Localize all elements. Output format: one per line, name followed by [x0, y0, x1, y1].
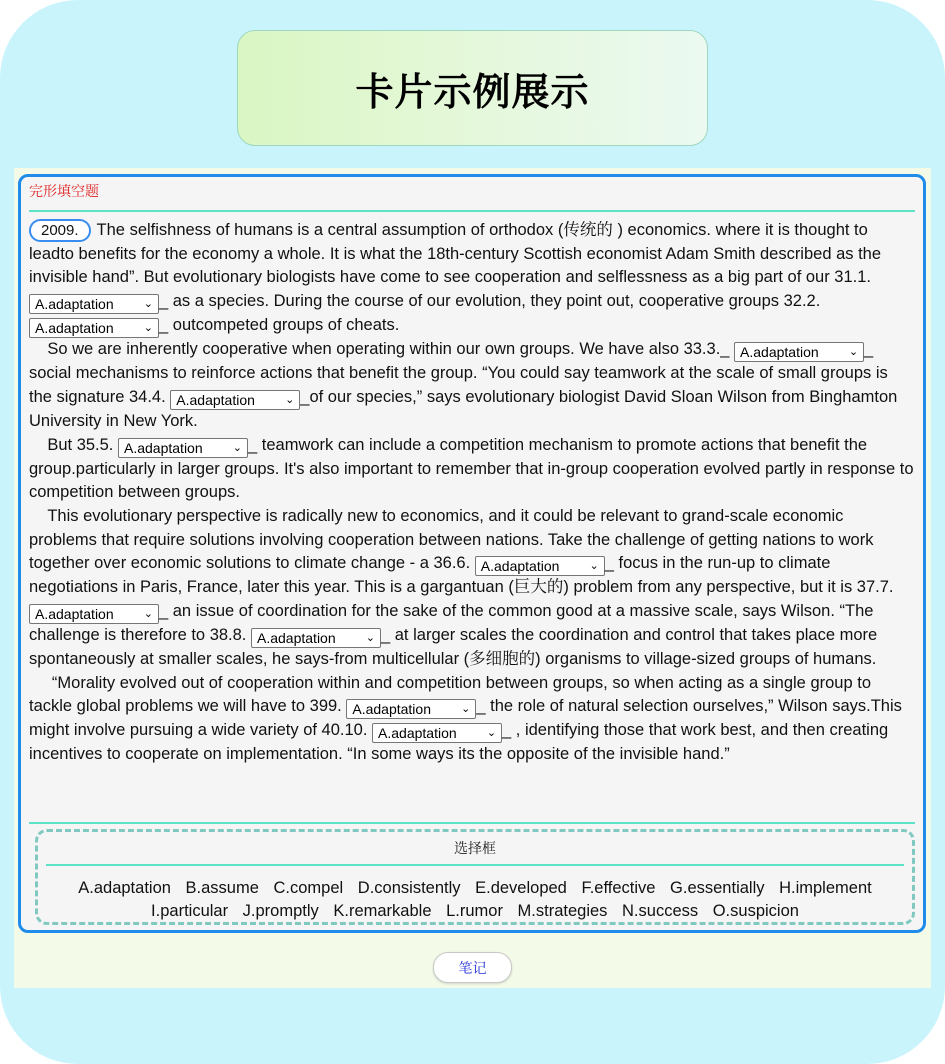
choice-list [46, 877, 904, 923]
choice-option: B.assume [185, 879, 259, 897]
choice-option: M.strategies [517, 902, 608, 920]
chevron-down-icon: ⌄ [143, 322, 153, 335]
paragraph-3: But 35.5. A.adaptation ⌄ _ teamwork can include a competition mechanism to promote actions that benefit the group.particularly in larger groups. It's also important to remember that in-group cooperation evolved partly in response to competition between groups. [29, 435, 914, 502]
chevron-down-icon: ⌄ [232, 441, 242, 454]
choice-box [35, 829, 915, 925]
blank-select-33[interactable]: A.adaptation ⌄ [734, 342, 864, 362]
choice-option: N.success [622, 902, 699, 920]
blank-select-31[interactable]: A.adaptation ⌄ [29, 294, 159, 314]
divider [29, 822, 915, 824]
choice-option: F.effective [581, 879, 656, 897]
choice-option: H.implement [779, 879, 872, 897]
choice-option: L.rumor [446, 902, 503, 920]
chevron-down-icon: ⌄ [285, 393, 295, 406]
page-title: 卡片示例展示 [355, 69, 590, 114]
chevron-down-icon: ⌄ [461, 703, 471, 716]
choice-option: I.particular [151, 902, 229, 920]
paragraph-2: So we are inherently cooperative when operating within our own groups. We have also 33.3._ A.adaptation ⌄ _ social mechanisms to reinforce actions that benefit the group. “You could say teamwork at the scale of small groups is the signature 34.4. A.adaptation ⌄ _of our species,” says evolutionary biologist David Sloan Wilson from Binghamton University in New York. [29, 340, 898, 430]
chevron-down-icon: ⌄ [848, 346, 859, 359]
blank-select-34[interactable]: A.adaptation ⌄ [170, 390, 300, 410]
choice-option: A.adaptation [78, 879, 171, 897]
blank-select-39[interactable]: A.adaptation ⌄ [346, 699, 476, 719]
title-banner [237, 30, 708, 146]
paragraph-4: This evolutionary perspective is radically new to economics, and it could be relevant to grand-scale economic problems that require solutions involving cooperation between nations. Take the challenge of getting nations to work together over economic solutions to climate change - a 36.6. A.adaptation ⌄ _ focus in the run-up to climate negotiations in Paris, France, later this year. This is a gargantuan (巨大的) problem from any perspective, but it is 37.7. A.adaptation ⌄ _ an issue of coordination for the sake of the common good at a massive scale, says Wilson. “The challenge is therefore to 38.8. A.adaptation ⌄ _ at larger scales the coordination and control that takes place more spontaneously at smaller scales, he says-from multicellular (多细胞的) organisms to village-sized groups of humans. [29, 506, 894, 669]
choice-option: D.consistently [357, 879, 461, 897]
choice-option: O.suspicion [712, 902, 799, 920]
choice-box-title: 选择框 [454, 841, 496, 857]
chevron-down-icon: ⌄ [365, 632, 375, 645]
chevron-down-icon: ⌄ [143, 608, 153, 621]
choice-option: K.remarkable [333, 902, 432, 920]
choice-option: G.essentially [670, 879, 765, 897]
divider [29, 210, 915, 212]
year-tag: 2009. [29, 219, 91, 242]
passage [29, 219, 915, 767]
chevron-down-icon: ⌄ [589, 560, 599, 573]
note-button[interactable]: 笔记 [433, 952, 512, 983]
cloze-card [18, 174, 926, 933]
blank-select-37[interactable]: A.adaptation ⌄ [29, 604, 159, 624]
paragraph-1: 2009. The selfishness of humans is a central assumption of orthodox (传统的 ) economics. where it is thought to leadto benefits for the economy a whole. It is what the 18th-century Scottish economist Adam Smith described as the invisible hand”. But evolutionary biologists have come to see cooperation and selflessness as a big part of our 31.1. A.adaptation ⌄ _ as a species. During the course of our evolution, they point out, cooperative groups 32.2. A.adaptation ⌄ _ outcompeted groups of cheats. [29, 221, 882, 337]
choice-option: C.compel [273, 879, 344, 897]
blank-select-36[interactable]: A.adaptation ⌄ [475, 556, 605, 576]
blank-select-32[interactable]: A.adaptation ⌄ [29, 318, 159, 338]
paragraph-5: “Morality evolved out of cooperation within and competition between groups, so when acting as a single group to tackle global problems we will have to 399. A.adaptation ⌄ _ the role of natural selection ourselves,” Wilson says.This might involve pursuing a wide variety of 40.10. A.adaptation ⌄ _ , identifying those that work best, and then creating incentives to cooperate on implementation. “In some ways its the opposite of the invisible hand.” [29, 673, 902, 764]
blank-select-40[interactable]: A.adaptation ⌄ [372, 723, 502, 743]
card-title: 完形填空题 [29, 184, 99, 200]
chevron-down-icon: ⌄ [143, 298, 153, 311]
divider [46, 864, 904, 866]
blank-select-38[interactable]: A.adaptation ⌄ [251, 628, 381, 648]
chevron-down-icon: ⌄ [486, 727, 497, 740]
choice-option: E.developed [475, 879, 567, 897]
choice-option: J.promptly [242, 902, 319, 920]
blank-select-35[interactable]: A.adaptation ⌄ [118, 438, 248, 458]
